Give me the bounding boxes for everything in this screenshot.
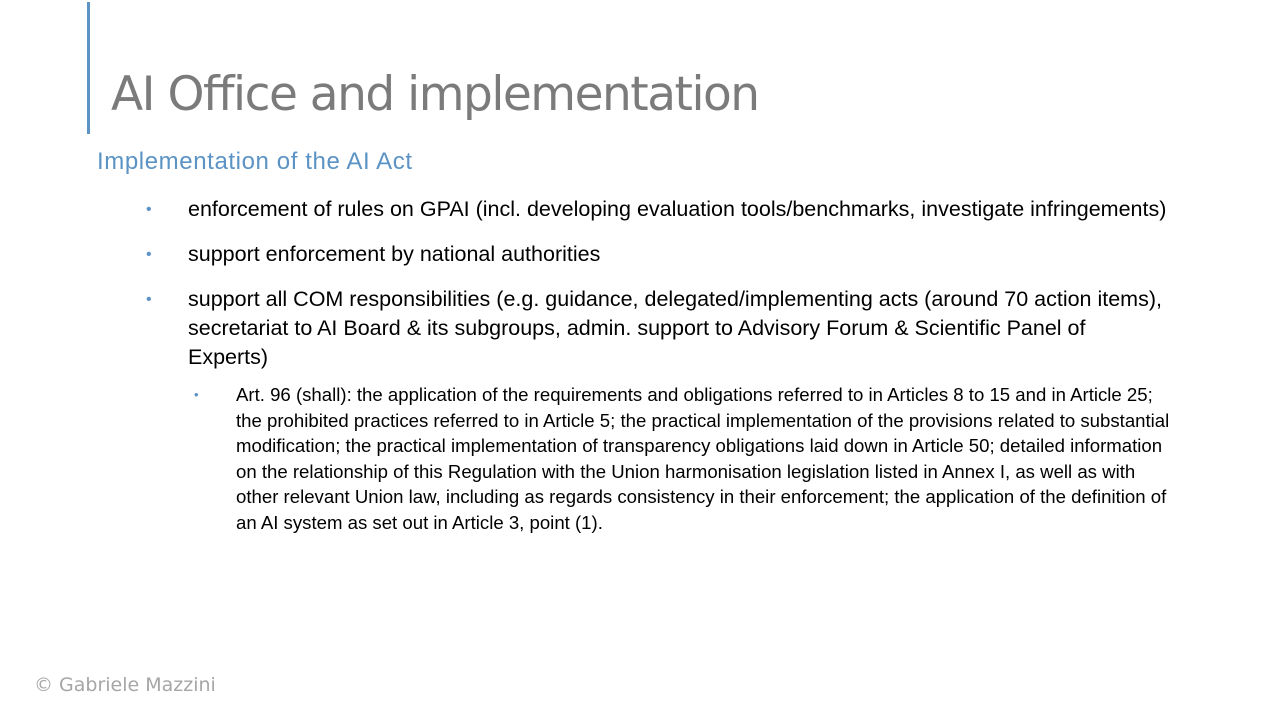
bullet-icon: • [146, 246, 152, 263]
slide-body [0, 195, 1280, 535]
bullet-text: enforcement of rules on GPAI (incl. developing evaluation tools/benchmarks, investigate infringements) [188, 197, 1167, 221]
bullet-item [0, 285, 1280, 372]
slide-title: AI Office and implementation [111, 67, 759, 122]
bullet-icon: • [146, 291, 152, 308]
bullet-icon: • [146, 201, 152, 218]
bullet-text: support enforcement by national authorities [188, 242, 601, 266]
sub-bullet-item [0, 382, 1280, 535]
title-accent-bar [87, 2, 90, 134]
bullet-item [0, 240, 1280, 269]
bullet-text: support all COM responsibilities (e.g. guidance, delegated/implementing acts (around 70 action items), secretariat to AI Board & its subgroups, admin. support to Advisory Forum & Scientific Panel of Experts) [188, 287, 1162, 369]
copyright-notice: © Gabriele Mazzini [34, 674, 216, 696]
sub-bullet-text: Art. 96 (shall): the application of the requirements and obligations referred to in Articles 8 to 15 and in Article 25; the prohibited practices referred to in Article 5; the practical implementation of the provisions related to substantial modification; the practical implementation of transparency obligations laid down in Article 50; detailed information on the relationship of this Regulation with the Union harmonisation legislation listed in Annex I, as well as with other relevant Union law, including as regards consistency in their enforcement; the application of the definition of an AI system as set out in Article 3, point (1). [236, 384, 1170, 533]
bullet-item [0, 195, 1280, 224]
sub-bullet-list [0, 382, 1280, 535]
bullet-list [0, 195, 1280, 372]
slide-subtitle: Implementation of the AI Act [97, 148, 413, 175]
sub-bullet-icon: • [194, 387, 199, 402]
